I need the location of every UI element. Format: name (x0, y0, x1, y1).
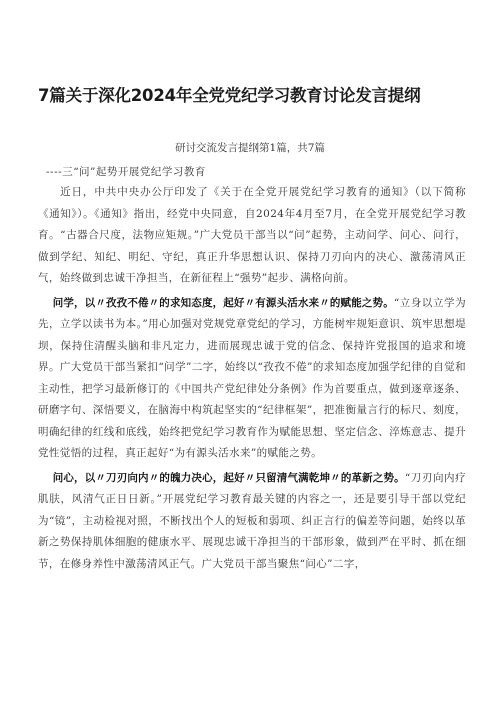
paragraph-wenxin (38, 468, 466, 576)
document-title: 7篇关于深化2024年全党党纪学习教育讨论发言提纲 (38, 86, 421, 105)
paragraph-intro (38, 182, 466, 290)
paragraph-text: 近日，中共中央办公厅印发了《关于在全党开展党纪学习教育的通知》（以下简称《通知》）。《通知》指出，经党中央同意，自2024年4月至7月，在全党开展党纪学习教育。“古器合尺度，法物应矩规。”广大党员干部当以“问”起势，主动问学、问心、问行，做到学纪、知纪、明纪、守纪，真正升华思想认识、保持刀刃向内的决心、激荡清风正气，始终做到忠诚干净担当，在新征程上“强势”起步、满格向前。 (38, 186, 466, 284)
section-heading: ----三“问”起势开展党纪学习教育 (46, 166, 206, 178)
document-subtitle: 研讨交流发言提纲第1篇，共7篇 (175, 142, 325, 154)
paragraph-wenxue (38, 293, 466, 465)
paragraph-lead: 问心，以〃刀刃向内〃的魄力决心，起好〃只留清气满乾坤〃的革新之势。 (52, 471, 405, 484)
paragraph-text: “立身以立学为先，立学以读书为本。”用心加强对党规党章党纪的学习，方能树牢规矩意识、筑牢思想堤坝，保持住清醒头脑和非凡定力，进而展现忠诚于党的信念、保持许党报国的追求和境界。广大党员干部当紧扣“问学”二字，始终以“孜孜不倦”的求知态度加强学纪律的自觉和主动性，把学习最新修订的《中国共产党纪律处分条例》作为首要重点，做到逐章逐条、研磨字句、深悟要义，在脑海中构筑起坚实的“纪律框架”，把准衡量言行的标尺、刻度，明确纪律的红线和底线，始终把党纪学习教育作为赋能思想、坚定信念、淬炼意志、提升党性觉悟的过程，真正起好“为有源头活水来”的赋能之势。 (38, 296, 466, 459)
document-body (38, 182, 466, 578)
paragraph-text: “刀刃向内疗肌肤，风清气正日日新。”开展党纪学习教育最关键的内容之一，还是要引导干部以党纪为“镜”，主动检视对照，不断找出个人的短板和弱项、纠正言行的偏差等问题，始终以革新之势保持肌体细胞的健康水平、展现忠诚干净担当的干部形象，做到严在平时、抓在细节，在修身养性中激荡清风正气。广大党员干部当聚焦“问心”二字， (38, 471, 466, 570)
paragraph-lead: 问学，以〃孜孜不倦〃的求知态度，起好〃有源头活水来〃的赋能之势。 (52, 296, 394, 309)
